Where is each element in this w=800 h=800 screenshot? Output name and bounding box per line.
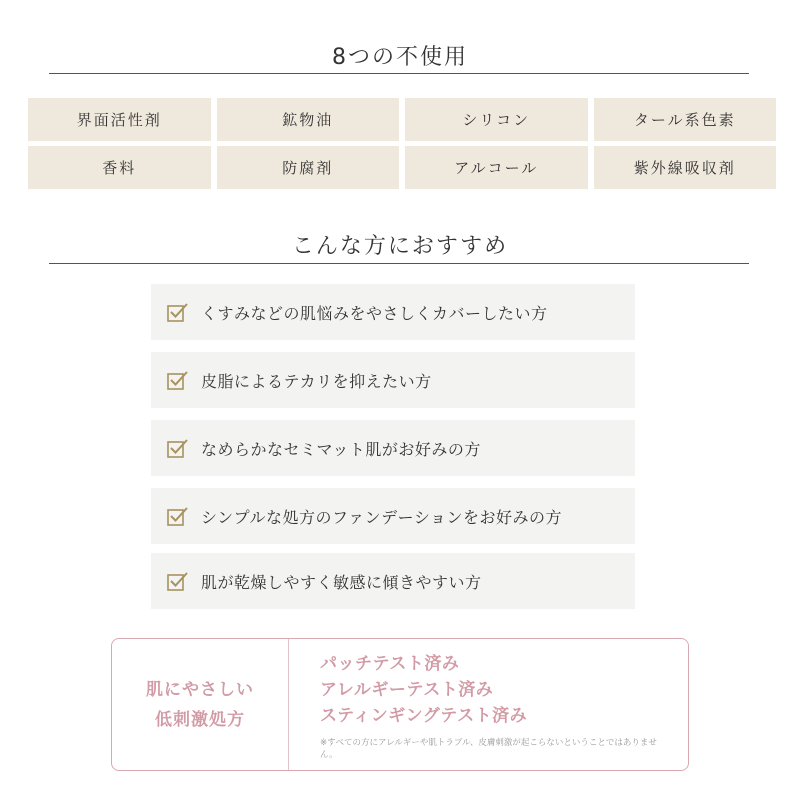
unused-item: 防腐剤 xyxy=(217,146,400,189)
recommend-title-rule xyxy=(49,263,749,264)
unused-item: シリコン xyxy=(405,98,588,141)
recommend-title: こんな方におすすめ xyxy=(291,234,509,259)
recommend-item xyxy=(151,553,635,609)
safety-note: ※すべての方にアレルギーや肌トラブル、皮膚刺激が起こらないということではありません。 xyxy=(320,738,657,760)
safety-test-item: アレルギーテスト済み xyxy=(320,680,494,700)
recommend-item xyxy=(151,420,635,476)
recommend-item-text: なめらかなセミマット肌がお好みの方 xyxy=(201,439,481,459)
safety-divider xyxy=(288,639,289,770)
unused-item: タール系色素 xyxy=(594,98,777,141)
unused-grid xyxy=(28,98,776,189)
unused-item: 鉱物油 xyxy=(217,98,400,141)
unused-item: アルコール xyxy=(405,146,588,189)
recommend-item xyxy=(151,284,635,340)
safety-test-item: スティンギングテスト済み xyxy=(320,706,528,726)
recommend-item-text: 肌が乾燥しやすく敏感に傾きやすい方 xyxy=(201,572,482,592)
unused-item: 紫外線吸収剤 xyxy=(594,146,777,189)
checkbox-checked-icon xyxy=(167,506,189,526)
recommend-item-text: くすみなどの肌悩みをやさしくカバーしたい方 xyxy=(201,303,548,323)
unused-item: 界面活性剤 xyxy=(28,98,211,141)
unused-title: 8つの不使用 xyxy=(332,45,468,70)
checkbox-checked-icon xyxy=(167,438,189,458)
safety-heading-line: 肌にやさしい xyxy=(146,679,254,700)
safety-box xyxy=(111,638,689,771)
recommend-item-text: シンプルな処方のファンデーションをお好みの方 xyxy=(201,507,563,527)
unused-item: 香料 xyxy=(28,146,211,189)
recommend-item xyxy=(151,488,635,544)
recommend-item-text: 皮脂によるテカリを抑えたい方 xyxy=(201,371,432,391)
safety-heading xyxy=(112,639,288,770)
checkbox-checked-icon xyxy=(167,571,189,591)
safety-tests xyxy=(320,651,670,729)
recommend-item xyxy=(151,352,635,408)
checkbox-checked-icon xyxy=(167,370,189,390)
safety-details xyxy=(320,651,670,761)
unused-title-rule xyxy=(49,73,749,74)
checkbox-checked-icon xyxy=(167,302,189,322)
safety-test-item: パッチテスト済み xyxy=(320,654,460,674)
safety-heading-line: 低刺激処方 xyxy=(155,709,245,730)
